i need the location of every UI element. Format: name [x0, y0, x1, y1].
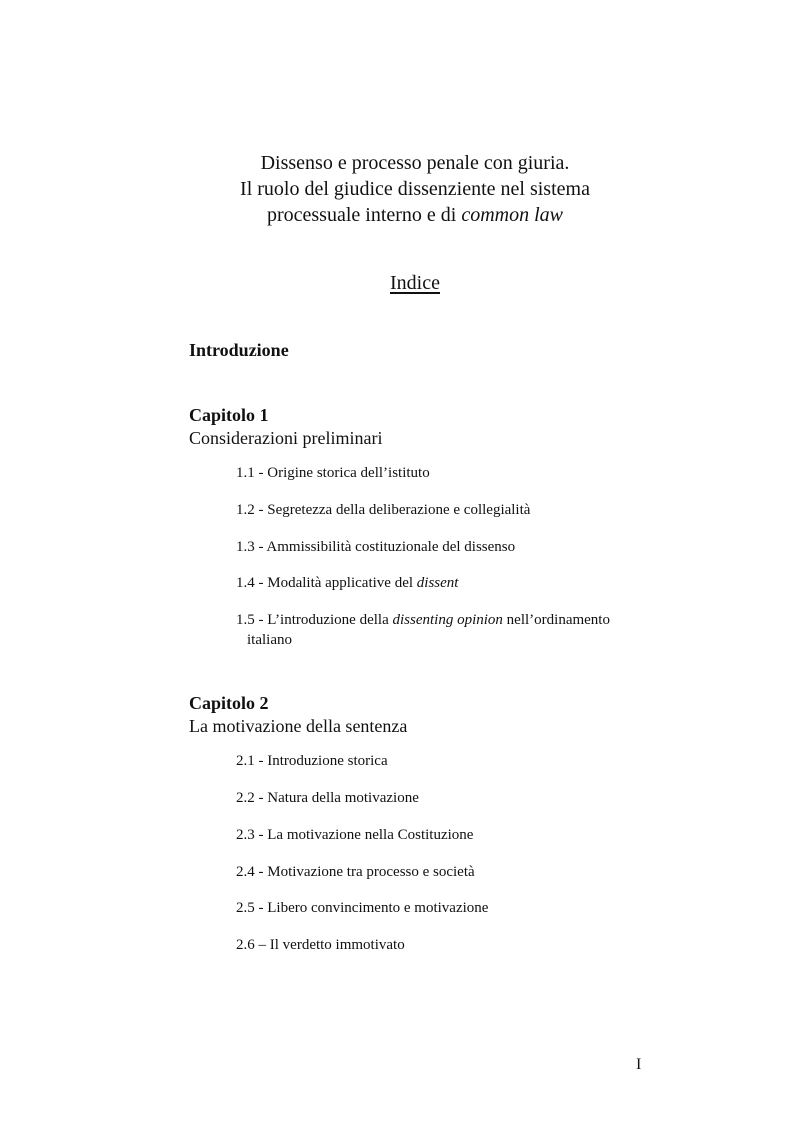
section-2-3: 2.3 - La motivazione nella Costituzione: [236, 827, 474, 843]
section-2-6: 2.6 – Il verdetto immotivato: [236, 937, 405, 953]
section-1-3: 1.3 - Ammissibilità costituzionale del dissenso: [236, 539, 516, 555]
section-1-5-text: 1.5 - L’introduzione della: [236, 612, 393, 628]
chapter-2-label: Capitolo 2: [189, 693, 269, 713]
title-line-3: [0, 202, 793, 228]
section-2-4: 2.4 - Motivazione tra processo e società: [236, 864, 475, 880]
section-1-4: [236, 573, 656, 593]
section-1-5-continuation: italiano: [247, 632, 292, 648]
chapter-2-title: La motivazione della sentenza: [189, 716, 408, 736]
section-1-2: 1.2 - Segretezza della deliberazione e collegialità: [236, 502, 531, 518]
section-1-5-italic: dissenting opinion: [392, 612, 503, 628]
document-title: [0, 150, 793, 228]
chapter-1: [189, 403, 659, 648]
title-line-3-text: processuale interno e di: [266, 204, 462, 226]
chapter-1-label: Capitolo 1: [189, 405, 269, 425]
section-2-1: 2.1 - Introduzione storica: [236, 753, 388, 769]
section-1-4-italic: dissent: [416, 575, 459, 591]
section-1-5-suffix: nell’ordinamento: [502, 612, 610, 628]
section-1-5-line: [236, 610, 656, 630]
title-line-2: Il ruolo del giudice dissenziente nel sistema: [240, 178, 590, 200]
title-line-1: Dissenso e processo penale con giuria.: [260, 152, 570, 174]
chapter-1-title: Considerazioni preliminari: [189, 428, 383, 448]
index-heading: Indice: [390, 272, 440, 294]
introduction-entry: Introduzione: [189, 340, 289, 360]
chapter-2: [189, 691, 659, 953]
section-2-5: 2.5 - Libero convincimento e motivazione: [236, 900, 489, 916]
title-line-3-italic: common law: [461, 204, 564, 226]
section-1-1: 1.1 - Origine storica dell’istituto: [236, 465, 430, 481]
section-1-5: [236, 610, 656, 650]
section-1-4-text: 1.4 - Modalità applicative del: [236, 575, 417, 591]
page-number: I: [636, 1056, 642, 1073]
section-2-2: 2.2 - Natura della motivazione: [236, 790, 419, 806]
